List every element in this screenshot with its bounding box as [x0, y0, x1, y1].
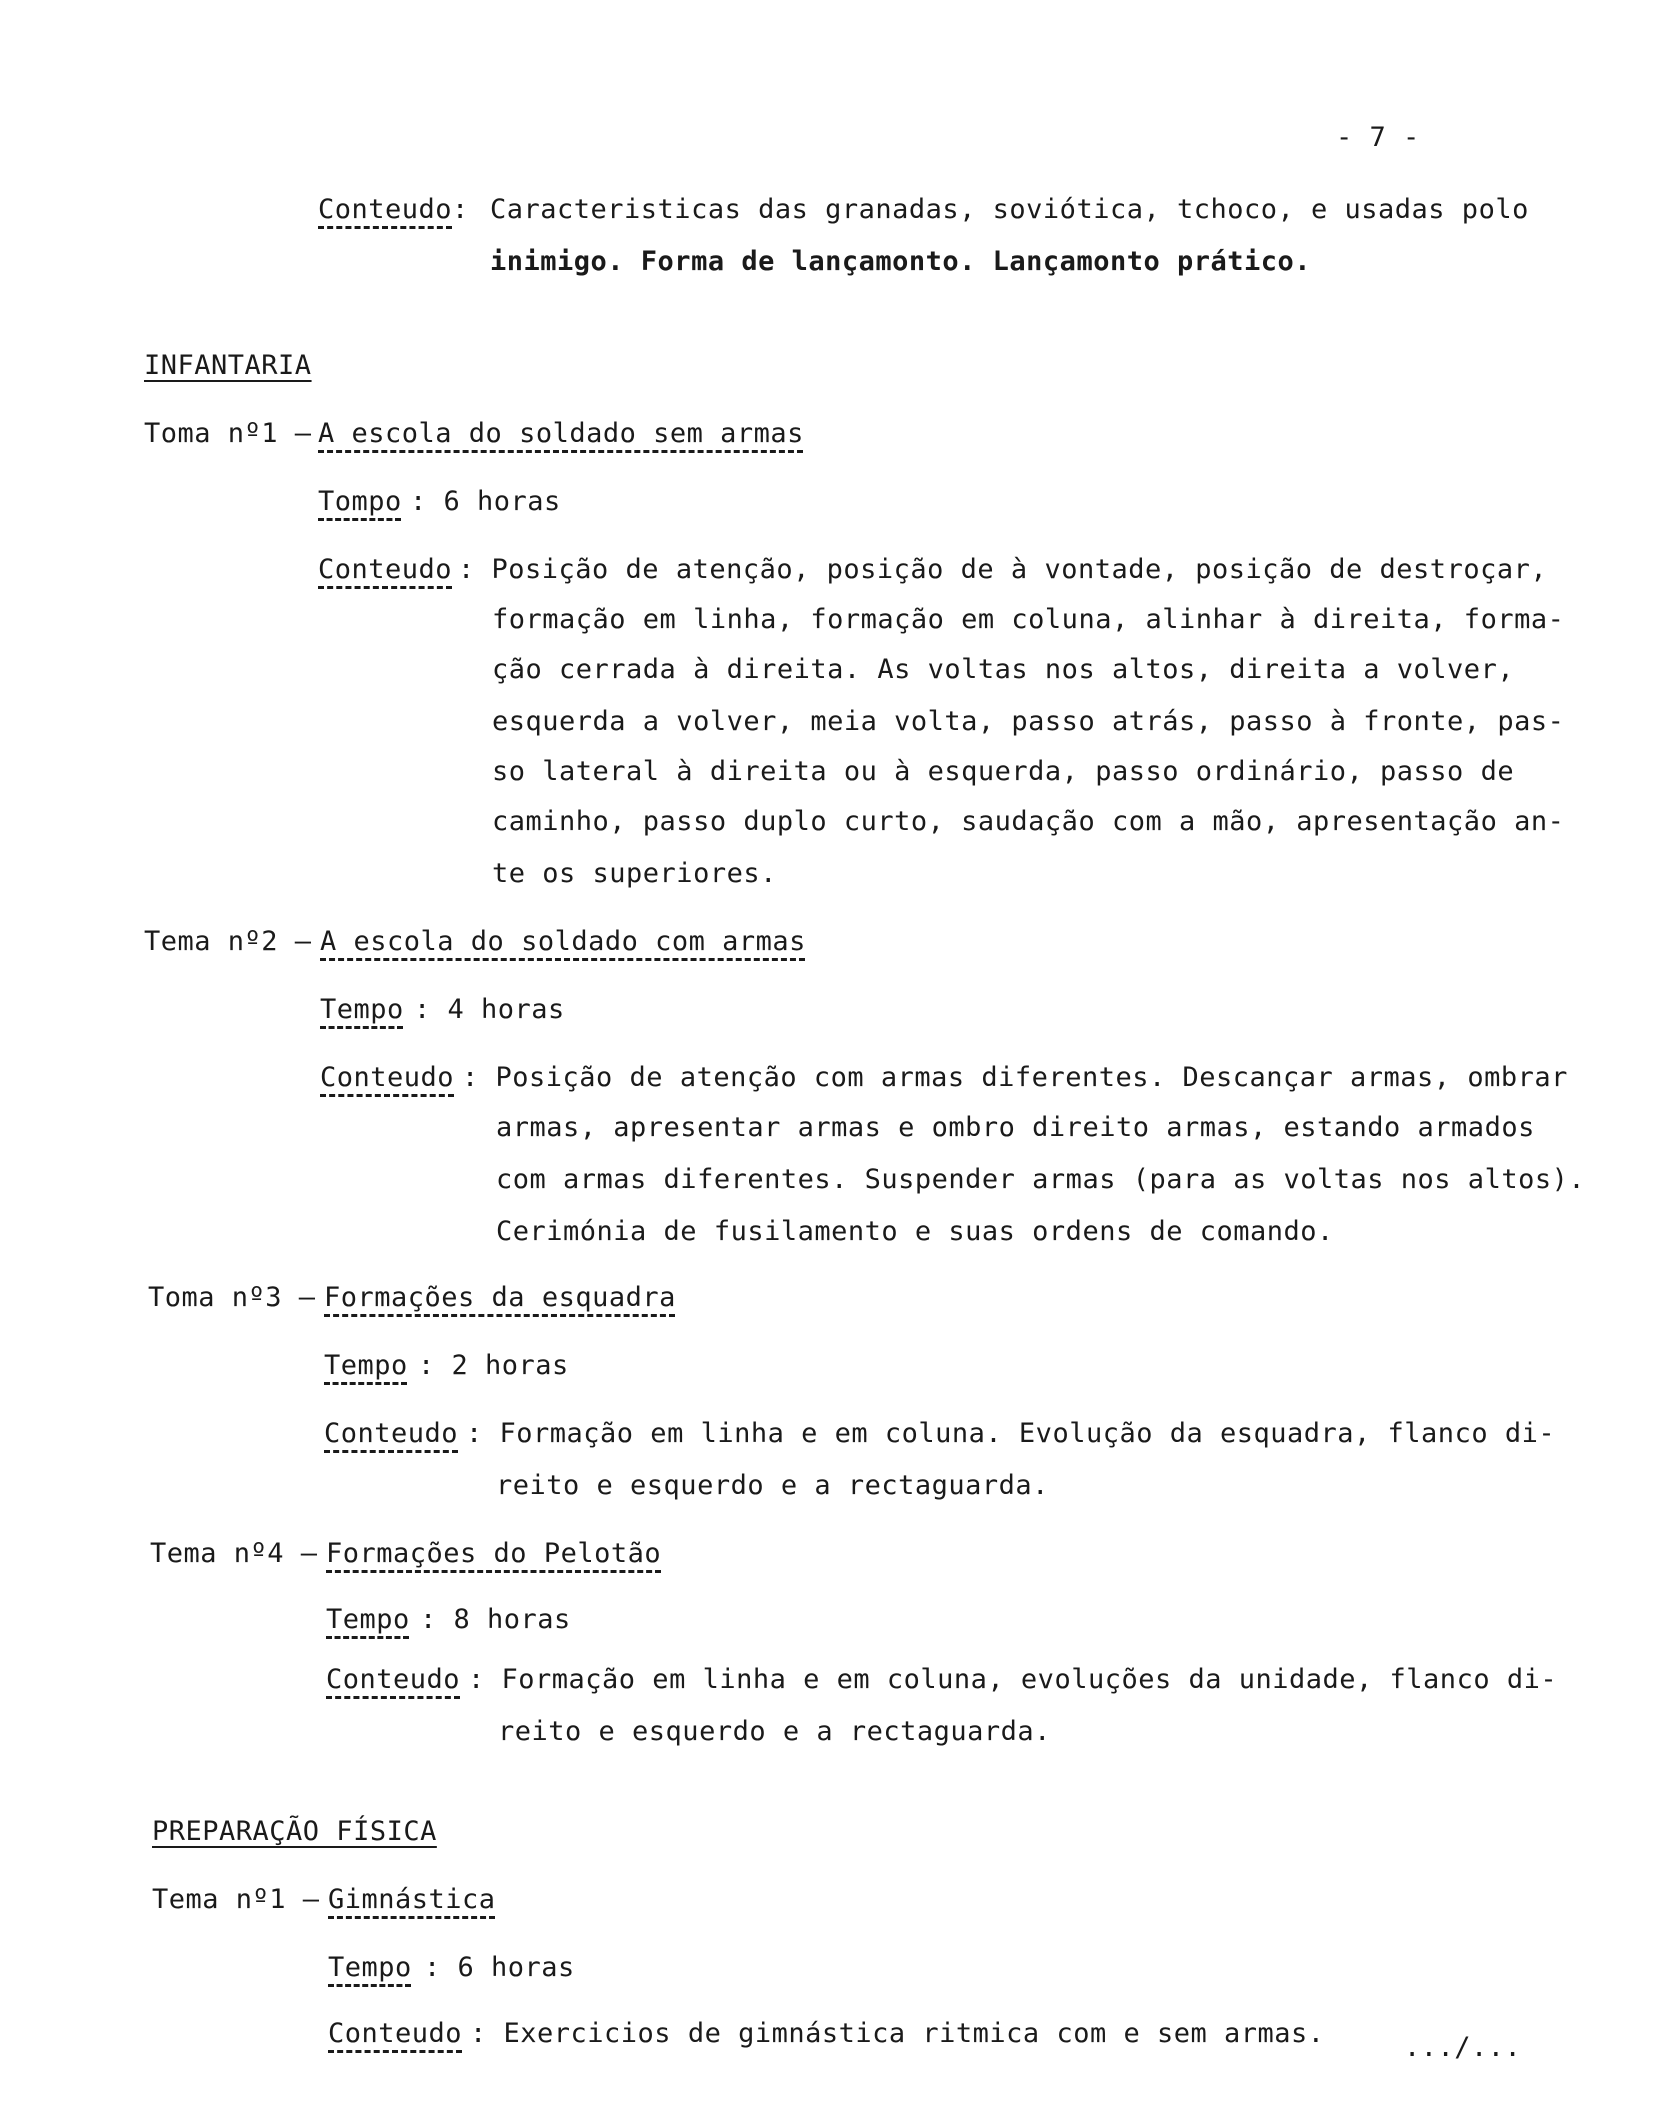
section-heading-infantaria: INFANTARIA	[144, 350, 312, 381]
conteudo-line: reito e esquerdo e a rectaguarda.	[496, 1470, 1049, 1501]
tempo-value: : 2 horas	[418, 1350, 569, 1381]
tema-prefix: Toma nº1 –	[144, 418, 312, 449]
conteudo-label: Conteudo	[320, 1062, 455, 1093]
conteudo-label: Conteudo	[324, 1418, 459, 1449]
intro-conteudo-label: Conteudo	[318, 194, 453, 225]
conteudo-line: armas, apresentar armas e ombro direito armas, estando armados	[496, 1112, 1535, 1143]
tempo-label: Tempo	[326, 1604, 410, 1635]
conteudo-line: reito e esquerdo e a rectaguarda.	[498, 1716, 1051, 1747]
conteudo-label: Conteudo	[328, 2018, 463, 2049]
tempo-value: : 6 horas	[410, 486, 561, 517]
tema-title: A escola do soldado com armas	[320, 926, 806, 957]
tempo-label: Tompo	[318, 486, 402, 517]
conteudo-line: : Exercicios de gimnástica ritmica com e sem armas.	[470, 2018, 1325, 2049]
tempo-value: : 6 horas	[424, 1952, 575, 1983]
intro-separator: :	[452, 194, 469, 225]
conteudo-line: ção cerrada à direita. As voltas nos altos, direita a volver,	[492, 654, 1515, 685]
conteudo-label: Conteudo	[326, 1664, 461, 1695]
tempo-value: : 4 horas	[414, 994, 565, 1025]
intro-line-2: inimigo. Forma de lançamonto. Lançamonto prático.	[490, 246, 1312, 277]
tema-prefix: Tema nº1 –	[152, 1884, 320, 1915]
tema-prefix: Tema nº2 –	[144, 926, 312, 957]
tema-prefix: Toma nº3 –	[148, 1282, 316, 1313]
conteudo-line: com armas diferentes. Suspender armas (para as voltas nos altos).	[496, 1164, 1586, 1195]
conteudo-line: : Formação em linha e em coluna. Evolução da esquadra, flanco di-	[466, 1418, 1556, 1449]
tema-title: Gimnástica	[328, 1884, 496, 1915]
page-number: - 7 -	[1336, 122, 1420, 153]
conteudo-line: formação em linha, formação em coluna, alinhar à direita, forma-	[492, 604, 1565, 635]
conteudo-label: Conteudo	[318, 554, 453, 585]
conteudo-line: esquerda a volver, meia volta, passo atrás, passo à fronte, pas-	[492, 706, 1565, 737]
continuation-mark: .../...	[1404, 2032, 1522, 2063]
tempo-label: Tempo	[324, 1350, 408, 1381]
tempo-label: Tempo	[328, 1952, 412, 1983]
tema-title: A escola do soldado sem armas	[318, 418, 804, 449]
tema-title: Formações da esquadra	[324, 1282, 676, 1313]
tempo-value: : 8 horas	[420, 1604, 571, 1635]
section-heading-preparacao-fisica: PREPARAÇÃO FÍSICA	[152, 1816, 437, 1847]
conteudo-line: : Formação em linha e em coluna, evoluções da unidade, flanco di-	[468, 1664, 1558, 1695]
tema-prefix: Tema nº4 –	[150, 1538, 318, 1569]
conteudo-line: te os superiores.	[492, 858, 777, 889]
tema-title: Formações do Pelotão	[326, 1538, 662, 1569]
conteudo-line: caminho, passo duplo curto, saudação com a mão, apresentação an-	[492, 806, 1565, 837]
conteudo-line: Cerimónia de fusilamento e suas ordens de comando.	[496, 1216, 1334, 1247]
intro-line-1: Caracteristicas das granadas, soviótica, tchoco, e usadas polo	[490, 194, 1529, 225]
conteudo-line: : Posição de atenção com armas diferentes. Descançar armas, ombrar	[462, 1062, 1568, 1093]
tempo-label: Tempo	[320, 994, 404, 1025]
conteudo-line: : Posição de atenção, posição de à vontade, posição de destroçar,	[458, 554, 1548, 585]
conteudo-line: so lateral à direita ou à esquerda, passo ordinário, passo de	[492, 756, 1515, 787]
